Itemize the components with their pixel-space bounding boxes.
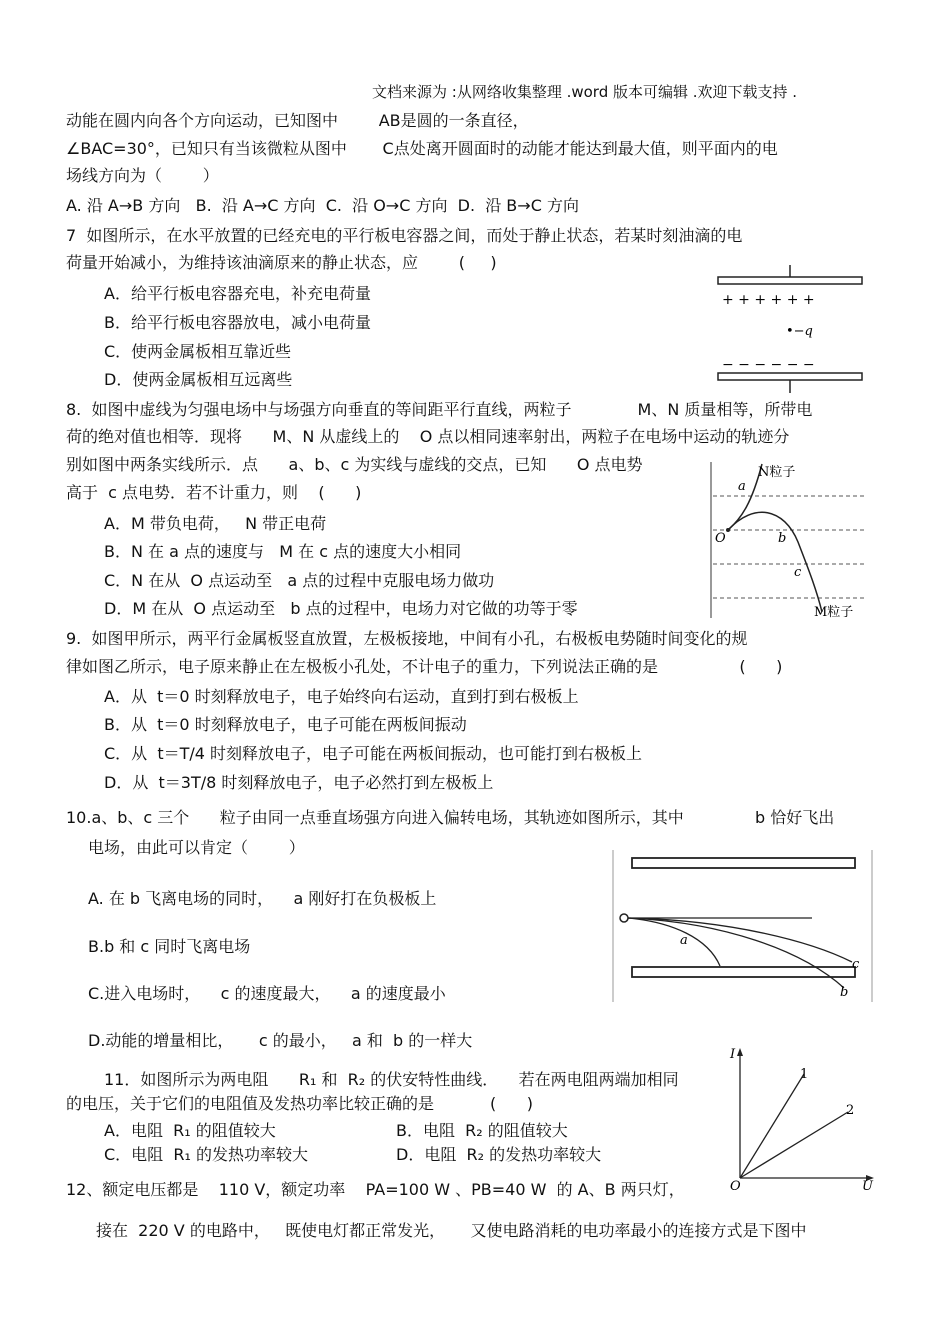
label-o: O	[715, 531, 726, 546]
label-line-2: 2	[846, 1103, 855, 1118]
q7-option-c: C．使两金属板相互靠近些	[104, 342, 292, 361]
q6-line-2: ∠BAC=30°，已知只有当该微粒从图中 C点处离开圆面时的动能才能达到最大值，则平面内的电	[66, 139, 778, 158]
label-n-particle: N粒子	[758, 465, 796, 480]
q10-option-b: B.b 和 c 同时飞离电场	[88, 937, 251, 956]
q7-option-a: A．给平行板电容器充电，补充电荷量	[104, 284, 371, 303]
svg-text:− − − − − −: − − − − − −	[722, 357, 815, 373]
q6-options: A. 沿 A→B 方向 B. 沿 A→C 方向 C. 沿 O→C 方向 D. 沿 B→C 方向	[66, 196, 579, 215]
label-m-particle: M粒子	[814, 605, 854, 620]
q11-line-1: 11．如图所示为两电阻 R₁ 和 R₂ 的伏安特性曲线． 若在两电阻两端加相同	[104, 1070, 679, 1089]
iv-curve-figure	[726, 1044, 878, 1194]
q8-option-c: C．N 在从 O 点运动至 a 点的过程中克服电场力做功	[104, 571, 495, 590]
particle-trajectory-figure	[708, 462, 873, 620]
label-origin-o: O	[730, 1179, 741, 1194]
label-axis-i: I	[730, 1047, 736, 1062]
q9-line-1: 9. 如图甲所示，两平行金属板竖直放置，左极板接地，中间有小孔，右极板电势随时间变化的规	[66, 629, 748, 648]
q12-line-1: 12、额定电压都是 110 V，额定功率 PA=100 W 、PB=40 W 的 A、B 两只灯，	[66, 1180, 685, 1199]
q7-line-1: 7 如图所示，在水平放置的已经充电的平行板电容器之间，而处于静止状态，若某时刻油滴的电	[66, 226, 743, 245]
label-line-1: 1	[800, 1067, 809, 1082]
q8-option-a: A．M 带负电荷， N 带正电荷	[104, 514, 327, 533]
q9-option-b: B．从 t＝0 时刻释放电子，电子可能在两板间振动	[104, 715, 467, 734]
q9-option-d: D．从 t＝3T/8 时刻释放电子，电子必然打到左极板上	[104, 773, 494, 792]
deflection-field-figure	[612, 850, 875, 1002]
label-b: b	[778, 531, 787, 546]
q11-option-b: B．电阻 R₂ 的阻值较大	[396, 1121, 568, 1140]
q11-option-c: C．电阻 R₁ 的发热功率较大	[104, 1145, 308, 1164]
oil-drop-charge: •−q	[786, 324, 813, 339]
label-axis-u: U	[862, 1179, 873, 1194]
q11-option-a: A．电阻 R₁ 的阻值较大	[104, 1121, 276, 1140]
label-a: a	[738, 479, 746, 494]
q9-option-c: C．从 t＝T/4 时刻释放电子，电子可能在两板间振动，也可能打到右极板上	[104, 744, 643, 763]
q7-option-b: B．给平行板电容器放电，减小电荷量	[104, 313, 371, 332]
q8-option-b: B．N 在 a 点的速度与 M 在 c 点的速度大小相同	[104, 542, 462, 561]
q8-option-d: D．M 在从 O 点运动至 b 点的过程中，电场力对它做的功等于零	[104, 599, 578, 618]
q11-line-2: 的电压，关于它们的电阻值及发热功率比较正确的是 ( )	[66, 1094, 533, 1113]
q6-line-1: 动能在圆内向各个方向运动，已知图中 AB是圆的一条直径，	[66, 111, 529, 130]
svg-text:+ + + + + +: + + + + + +	[722, 292, 815, 308]
label-c: c	[794, 565, 802, 580]
q8-line-2: 荷的绝对值也相等．现将 M、N 从虚线上的 O 点以相同速率射出，两粒子在电场中运动的轨迹分	[66, 427, 790, 446]
q8-line-4: 高于 c 点电势．若不计重力，则 ( )	[66, 483, 362, 502]
q12-line-2: 接在 220 V 的电路中， 既使电灯都正常发光， 又使电路消耗的电功率最小的连接方式是下图中	[96, 1221, 807, 1240]
q10-option-c: C.进入电场时， c 的速度最大， a 的速度最小	[88, 984, 446, 1003]
capacitor-figure	[710, 263, 868, 396]
q8-line-1: 8. 如图中虚线为匀强电场中与场强方向垂直的等间距平行直线，两粒子 M、N 质量相等，所带电	[66, 400, 813, 419]
page-header: 文档来源为 :从网络收集整理 .word 版本可编辑 .欢迎下载支持 .	[372, 83, 798, 101]
q10-option-a: A. 在 b 飞离电场的同时， a 刚好打在负极板上	[88, 889, 437, 908]
q7-option-d: D．使两金属板相互远离些	[104, 370, 293, 389]
q9-line-2: 律如图乙所示，电子原来静止在左极板小孔处，不计电子的重力，下列说法正确的是 ( )	[66, 657, 783, 676]
q6-line-3: 场线方向为（ ）	[66, 166, 219, 185]
label-a: a	[680, 933, 688, 948]
q11-option-d: D．电阻 R₂ 的发热功率较大	[396, 1145, 602, 1164]
q8-line-3: 别如图中两条实线所示．点 a、b、c 为实线与虚线的交点，已知 O 点电势	[66, 455, 643, 474]
label-c: c	[852, 957, 860, 972]
label-b: b	[840, 985, 849, 1000]
q7-line-2: 荷量开始减小，为维持该油滴原来的静止状态，应 ( )	[66, 253, 497, 272]
q10-line-2: 电场，由此可以肯定（ ）	[88, 838, 305, 857]
q9-option-a: A．从 t＝0 时刻释放电子，电子始终向右运动，直到打到右极板上	[104, 687, 579, 706]
q10-option-d: D.动能的增量相比， c 的最小， a 和 b 的一样大	[88, 1031, 473, 1050]
q10-line-1: 10.a、b、c 三个 粒子由同一点垂直场强方向进入偏转电场，其轨迹如图所示，其中 b 恰好飞出	[66, 808, 835, 827]
